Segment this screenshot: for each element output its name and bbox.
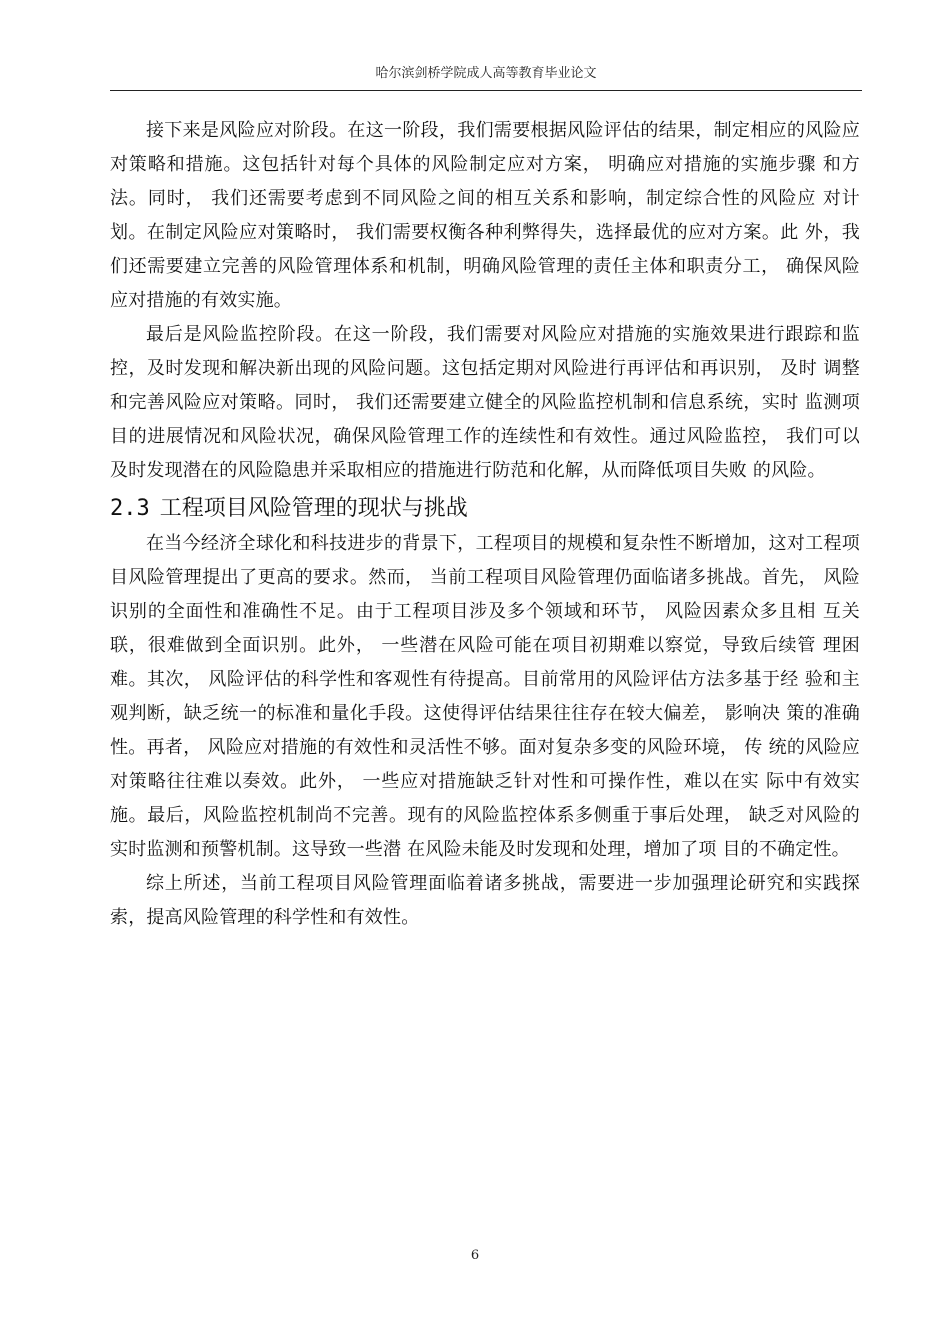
paragraph-summary: 综上所述，当前工程项目风险管理面临着诸多挑战，需要进一步加强理论研究和实践探索，提高风险管理的科学性和有效性。 <box>110 873 860 928</box>
section-title: 工程项目风险管理的现状与挑战 <box>159 496 468 521</box>
paragraph-risk-response: 接下来是风险应对阶段。在这一阶段，我们需要根据风险评估的结果，制定相应的风险应对策略和措施。这包括针对每个具体的风险制定应对方案， 明确应对措施的实施步骤 和方法。同时， 我们还需要考虑到不同风险之间的相互关系和影响，制定综合性的风险应 对计划。在制定风险应对策略时， 我们需要权衡各种利弊得失，选择最优的应对方案。此 外，我们还需要建立完善的风险管理体系和机制，明确风险管理的责任主体和职责分工， 确保风险应对措施的有效实施。 <box>110 120 860 311</box>
page-body <box>110 114 860 935</box>
running-header <box>110 64 862 91</box>
section-heading <box>110 489 860 527</box>
section-number: 2.3 <box>110 496 150 521</box>
page-number: 6 <box>470 1248 480 1263</box>
paragraph-risk-monitoring: 最后是风险监控阶段。在这一阶段，我们需要对风险应对措施的实施效果进行跟踪和监控，及时发现和解决新出现的风险问题。这包括定期对风险进行再评估和再识别， 及时 调整和完善风险应对策略。同时， 我们还需要建立健全的风险监控机制和信息系统，实时 监测项目的进展情况和风险状况，确保风险管理工作的连续性和有效性。通过风险监控， 我们可以及时发现潜在的风险隐患并采取相应的措施进行防范和化解，从而降低项目失败 的风险。 <box>110 324 860 481</box>
header-title: 哈尔滨剑桥学院成人高等教育毕业论文 <box>375 66 597 81</box>
paragraph-current-challenges: 在当今经济全球化和科技进步的背景下，工程项目的规模和复杂性不断增加，这对工程项目风险管理提出了更高的要求。然而， 当前工程项目风险管理仍面临诸多挑战。首先， 风险识别的全面性和准确性不足。由于工程项目涉及多个领域和环节， 风险因素众多且相 互关联，很难做到全面识别。此外， 一些潜在风险可能在项目初期难以察觉，导致后续管 理困难。其次， 风险评估的科学性和客观性有待提高。目前常用的风险评估方法多基于经 验和主观判断，缺乏统一的标准和量化手段。这使得评估结果往往存在较大偏差， 影响决 策的准确性。再者， 风险应对措施的有效性和灵活性不够。面对复杂多变的风险环境， 传 统的风险应对策略往往难以奏效。此外， 一些应对措施缺乏针对性和可操作性，难以在实 际中有效实施。最后，风险监控机制尚不完善。现有的风险监控体系多侧重于事后处理， 缺乏对风险的实时监测和预警机制。这导致一些潜 在风险未能及时发现和处理，增加了项 目的不确定性。 <box>110 533 860 860</box>
